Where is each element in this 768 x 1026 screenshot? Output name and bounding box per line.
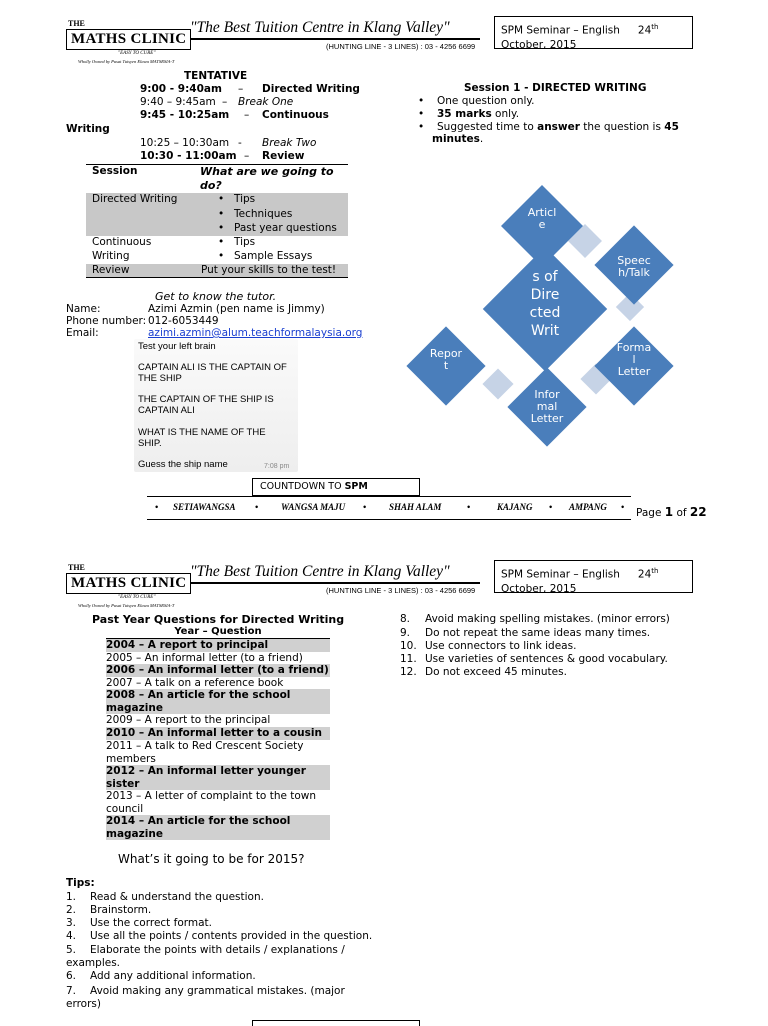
item-put-skills: Put your skills to the test!	[201, 264, 337, 276]
bullet: •	[549, 502, 553, 512]
bullet: •	[218, 208, 225, 220]
connector	[482, 368, 513, 399]
tip-text: Use the correct format.	[90, 917, 212, 929]
page-number: Page 1 of 22	[636, 505, 707, 519]
item-techniques: Techniques	[234, 208, 293, 220]
speech-label: Speec h/Talk	[617, 254, 651, 279]
formal-letter-label: Forma l Letter	[616, 341, 652, 378]
tutor-email-label: Email:	[66, 327, 99, 339]
ship-puzzle-image	[134, 339, 298, 472]
item-sample-essays: Sample Essays	[234, 250, 313, 262]
puzzle-line-2: CAPTAIN ALI IS THE CAPTAIN OF THE SHIP	[138, 362, 287, 384]
tip-text-cont: errors)	[66, 998, 101, 1010]
location-wangsa-maju: WANGSA MAJU	[281, 502, 346, 512]
schedule-label-2: Break One	[238, 96, 294, 108]
logo-the: THE	[68, 19, 85, 28]
session-name-directed: Directed Writing	[92, 193, 178, 205]
list-item: 2011 – A talk to Red Crescent Society members	[106, 740, 304, 765]
bullet: •	[418, 95, 425, 107]
schedule-dash-5: –	[244, 150, 250, 162]
bullet: •	[218, 236, 225, 248]
tutor-phone-label: Phone number:	[66, 315, 147, 327]
seminar-month: October, 2015	[501, 582, 577, 595]
bullet: •	[467, 502, 471, 512]
tip-number: 5.	[66, 944, 77, 956]
tip-text: Add any additional information.	[90, 970, 256, 982]
location-shah-alam: SHAH ALAM	[389, 502, 442, 512]
tentative-title: TENTATIVE	[184, 70, 248, 82]
session1-title: Session 1 - DIRECTED WRITING	[464, 82, 647, 94]
list-item: 2014 – An article for the school magazine	[106, 815, 330, 840]
bullet: •	[363, 502, 367, 512]
location-kajang: KAJANG	[497, 502, 533, 512]
tip-text: Brainstorm.	[90, 904, 152, 916]
schedule-dash-1: –	[238, 83, 244, 95]
tip-number: 2.	[66, 904, 77, 916]
slogan-underline	[190, 582, 480, 584]
session-col-header: Session	[92, 165, 138, 177]
list-item: 2007 – A talk on a reference book	[106, 677, 284, 689]
tip-number: 4.	[66, 930, 77, 942]
tutor-email-link[interactable]: azimi.azmin@alum.teachformalaysia.org	[148, 327, 363, 339]
list-item: 2008 – An article for the school magazine	[106, 689, 330, 714]
list-item: 2010 – An informal letter to a cousin	[106, 727, 330, 740]
list-item: 2009 – A report to the principal	[106, 714, 271, 726]
bullet: •	[218, 222, 225, 234]
tip-text: Avoid making spelling mistakes. (minor errors)	[425, 613, 670, 625]
seminar-day: 24	[637, 568, 652, 581]
session-name-continuous: Continuous Writing	[92, 236, 152, 262]
countdown-box: COUNTDOWN TO SPM	[252, 478, 420, 496]
item-tips-2: Tips	[234, 236, 256, 248]
tip-number: 6.	[66, 970, 77, 982]
puzzle-line-1: Test your left brain	[138, 341, 216, 352]
logo-maths-clinic: MATHS CLINIC	[66, 29, 191, 50]
logo-tagline: "EASY TO CURE"	[118, 595, 156, 600]
bullet: •	[255, 502, 259, 512]
session1-bullet-2: 35 marks only.	[437, 108, 520, 120]
puzzle-time: 7:08 pm	[264, 463, 290, 470]
tip-text: Use all the points / contents provided in the question.	[90, 930, 373, 942]
seminar-day-suffix: th	[651, 23, 659, 31]
bullet: •	[418, 121, 425, 133]
schedule-label-4: Break Two	[262, 137, 317, 149]
locations-bar	[147, 496, 631, 520]
schedule-time-1: 9:00 - 9:40am	[140, 83, 222, 95]
logo-the: THE	[68, 563, 85, 572]
location-setiawangsa: SETIAWANGSA	[173, 502, 236, 512]
tip-number: 9.	[400, 627, 411, 639]
past-year-title: Past Year Questions for Directed Writing	[92, 613, 345, 626]
seminar-title: SPM Seminar – English	[501, 24, 620, 37]
puzzle-line-4: WHAT IS THE NAME OF THE SHIP.	[138, 427, 266, 449]
item-tips: Tips	[234, 193, 256, 205]
tips-title: Tips:	[66, 877, 95, 889]
schedule-dash-2: –	[222, 96, 228, 108]
tip-number: 10.	[400, 640, 417, 652]
tip-text: Read & understand the question.	[90, 891, 264, 903]
schedule-dash-4: -	[238, 137, 242, 149]
schedule-time-2: 9:40 – 9:45am	[140, 96, 216, 108]
list-item: 2006 – An informal letter (to a friend)	[106, 664, 329, 676]
tip-number: 7.	[66, 985, 77, 997]
tip-text: Use varieties of sentences & good vocabulary.	[425, 653, 668, 665]
logo-owner: Wholly Owned by Pusat Tuisyen Elawa MATSRSIA-T	[78, 59, 175, 64]
seminar-month: October, 2015	[501, 38, 577, 51]
schedule-time-4: 10:25 – 10:30am	[140, 137, 230, 149]
seminar-title: SPM Seminar – English	[501, 568, 620, 581]
table-rule-bottom	[86, 277, 348, 278]
tip-number: 12.	[400, 666, 417, 678]
tutor-heading: Get to know the tutor.	[155, 290, 277, 303]
tip-number: 1.	[66, 891, 77, 903]
session1-bullet-1: One question only.	[437, 95, 535, 107]
bullet: •	[155, 502, 159, 512]
bullet: •	[218, 250, 225, 262]
center-label: s of Dire cted Writ	[529, 269, 561, 339]
hotline: (HUNTING LINE - 3 LINES) : 03 - 4256 6699	[326, 586, 476, 595]
logo-owner: Wholly Owned by Pusat Tuisyen Elawa MATSRSIA-T	[78, 603, 175, 608]
logo-tagline: "EASY TO CURE"	[118, 51, 156, 56]
session1-bullet-3-cont: minutes.	[432, 133, 484, 145]
list-item: 2004 – A report to principal	[106, 639, 330, 652]
logo-maths-clinic: MATHS CLINIC	[66, 573, 191, 594]
tip-text: Do not repeat the same ideas many times.	[425, 627, 651, 639]
year-question-header: Year – Question	[106, 626, 330, 639]
article-label: Articl e	[527, 206, 557, 231]
location-ampang: AMPANG	[569, 502, 607, 512]
tip-text: Elaborate the points with details / explanations /	[90, 944, 345, 956]
seminar-day-suffix: th	[651, 567, 659, 575]
question-2015: What’s it going to be for 2015?	[118, 852, 305, 866]
hotline: (HUNTING LINE - 3 LINES) : 03 - 4256 6699	[326, 42, 476, 51]
slogan-underline	[190, 38, 480, 40]
schedule-time-5: 10:30 - 11:00am	[140, 150, 237, 162]
list-item: 2005 – An informal letter (to a friend)	[106, 652, 303, 664]
countdown-box-partial	[252, 1020, 420, 1026]
seminar-box	[494, 560, 693, 593]
schedule-label-1: Directed Writing	[262, 83, 360, 95]
tip-text: Avoid making any grammatical mistakes. (major	[90, 985, 345, 997]
report-label: Repor t	[429, 347, 463, 372]
tip-text: Use connectors to link ideas.	[425, 640, 577, 652]
session-name-review: Review	[92, 264, 130, 276]
list-item: 2013 – A letter of complaint to the town council	[106, 790, 317, 815]
tip-text-cont: examples.	[66, 957, 121, 969]
item-past-year: Past year questions	[234, 222, 337, 234]
schedule-time-3: 9:45 - 10:25am	[140, 109, 230, 121]
puzzle-line-5: Guess the ship name	[138, 459, 228, 470]
tip-text: Do not exceed 45 minutes.	[425, 666, 567, 678]
schedule-dash-3: –	[244, 109, 250, 121]
tutor-name-label: Name:	[66, 303, 101, 315]
tip-number: 11.	[400, 653, 417, 665]
bullet: •	[218, 193, 225, 205]
informal-letter-label: Infor mal Letter	[530, 388, 564, 425]
seminar-box	[494, 16, 693, 49]
tutor-name: Azimi Azmin (pen name is Jimmy)	[148, 303, 325, 315]
schedule-wrap-writing: Writing	[66, 123, 110, 135]
activity-col-header: What are we going to do?	[200, 165, 334, 192]
schedule-label-3: Continuous	[262, 109, 329, 121]
tip-number: 3.	[66, 917, 77, 929]
schedule-label-5: Review	[262, 150, 305, 162]
session1-bullet-3: Suggested time to answer the question is 45	[437, 121, 679, 133]
list-item: 2012 – An informal letter younger sister	[106, 765, 330, 790]
puzzle-line-3: THE CAPTAIN OF THE SHIP IS CAPTAIN ALI	[138, 394, 274, 416]
slogan: "The Best Tuition Centre in Klang Valley"	[190, 19, 450, 36]
bullet: •	[418, 108, 425, 120]
tip-number: 8.	[400, 613, 411, 625]
slogan: "The Best Tuition Centre in Klang Valley"	[190, 563, 450, 580]
bullet: •	[621, 502, 625, 512]
seminar-day: 24	[637, 24, 652, 37]
tutor-phone: 012-6053449	[148, 315, 219, 327]
